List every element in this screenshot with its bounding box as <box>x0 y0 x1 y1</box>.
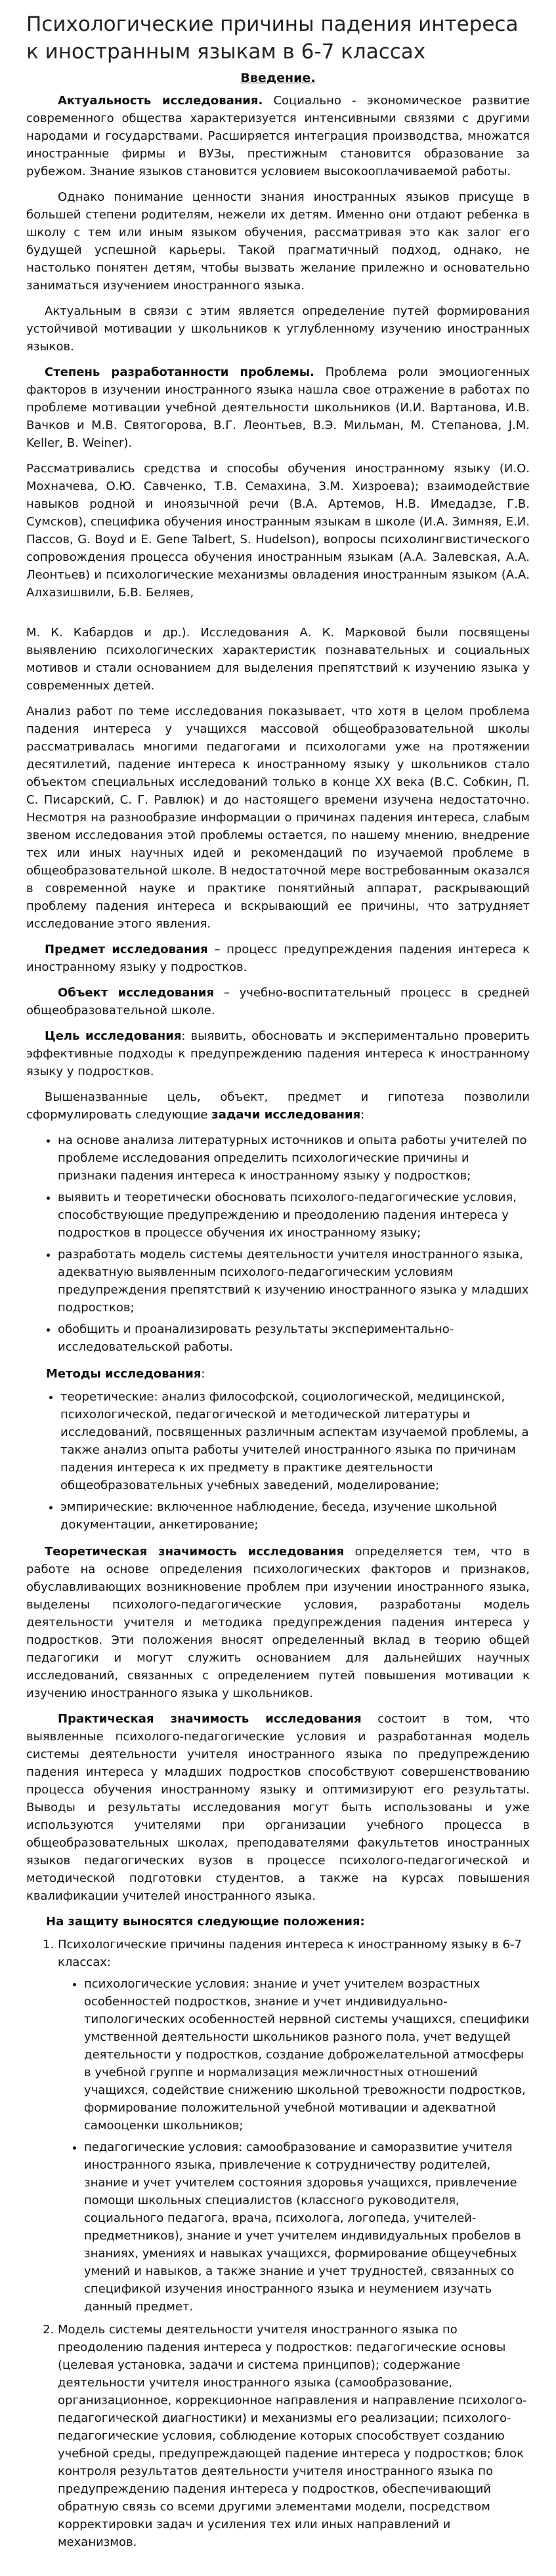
tasks-intro-paragraph <box>26 1088 530 1124</box>
practice-paragraph <box>26 1710 530 1905</box>
document-title: Психологические причины падения интереса к иностранным языкам в 6-7 классах <box>26 12 519 64</box>
object-paragraph <box>26 984 530 1019</box>
methods-heading: Методы исследования: <box>46 1367 205 1381</box>
list-item: • разработать модель системы деятельности учителя иностранного языка, адекватную выявленным психолого-педагогическим условиям предупреждения препятствий к изучению иностранного языка у младших подростков; <box>58 1246 530 1317</box>
practice-label: Практическая значимость исследования <box>58 1712 362 1726</box>
value-paragraph: Однако понимание ценности знания иностранных языков присуще в большей степени родителям, нежели их детям. Именно они отдают ребенка в школу с тем или иным языком обучения, рассматривая это как залог его будущей успешной карьеры. Такой прагматичный подход, однако, не настолько понятен детям, чтобы вызвать желание прилежно и основательно заниматься изучением иностранного языка. <box>26 190 530 293</box>
list-item: • педагогические условия: самообразование и саморазвитие учителя иностранного языка, привлечение к сотрудничеству родителей, знание и учет учителем состояния здоровья учащихся, привлечение помощи школьных специалистов (классного руководителя, социального педагога, врача, психолога, логопеда, учителей-предметников), знание и учет учителем индивидуальных пробелов в знаниях, умениях и навыках учащихся, формирование общеучебных умений и навыков, а также знание и учет трудностей, связанных со спецификой изучения иностранного языка и неумением изучать данный предмет. <box>84 2138 530 2316</box>
methods-list <box>26 1388 530 1534</box>
list-item: • выявить и теоретически обосновать психолого-педагогические условия, способствующие предупреждению и преодолению падения интереса у подростков в процессе обучения их иностранному языку; <box>58 1189 530 1242</box>
defense-label: На защиту выносятся следующие положения: <box>46 1915 365 1929</box>
defense-item-text: Психологические причины падения интереса к иностранному языку в 6-7 классах: <box>58 1938 522 1969</box>
development-paragraph <box>26 363 530 452</box>
subject-paragraph <box>26 941 530 976</box>
relevance-label: Актуальность исследования. <box>58 94 263 108</box>
list-item: • на основе анализа литературных источников и опыта работы учителей по проблеме исследования определить психологические причины и признаки падения интереса к иностранному языку у подростков; <box>58 1132 530 1185</box>
tasks-intro-text: Вышеназванные цель, объект, предмет и гипотеза позволили сформулировать следующие <box>26 1090 530 1122</box>
defense-list <box>26 1936 530 2551</box>
goal-label: Цель исследования <box>45 1029 182 1043</box>
goal-paragraph <box>26 1027 530 1080</box>
list-item: • обобщить и проанализировать результаты экспериментально-исследовательской работы. <box>58 1320 530 1356</box>
theory-paragraph <box>26 1543 530 1702</box>
development-label: Степень разработанности проблемы. <box>45 365 315 379</box>
intro-heading: Введение. <box>240 71 316 85</box>
defense-sublist <box>58 1975 530 2316</box>
tasks-label: задачи исследования <box>211 1108 361 1122</box>
object-label: Объект исследования <box>58 986 215 1000</box>
document-page <box>13 0 543 2576</box>
theory-text: определяется тем, что в работе на основе определения психологических факторов и признаков, обуславливающих возникновение проблем при изучении иностранного языка, выделены психолого-педагогические условия, разработаны модель деятельности учителя и методика предупреждения падения интереса у подростков. Эти положения вносят определенный вклад в теорию общей педагогики и могут служить основанием для дальнейших научных исследований, связанных с определением путей повышения мотивации к изучению иностранного языка у школьников. <box>26 1545 530 1700</box>
methods-label: Методы исследования <box>46 1367 202 1381</box>
development-text: Проблема роли эмоциогенных факторов в изучении иностранного языка нашла свое отражение в работах по проблеме мотивации учебной деятельности школьников (И.И. Вартанова, И.В. Вачков и М.В. Святогорова, В.Г. Леонтьев, В.Э. Мильман, М. Степанова, J.M. Keller, B. Weiner). <box>26 365 530 450</box>
list-item: • теоретические: анализ философской, социологической, медицинской, психологической, педагогической и методической литературы и исследований, посвященных различным аспектам изучаемой проблемы, а также анализ опыта работы учителей иностранного языка по причинам падения интереса к их предмету в практике деятельности общеобразовательных учебных заведений, моделирование; <box>60 1388 530 1494</box>
practice-text: состоит в том, что выявленные психолого-педагогические условия и разработанная модель системы деятельности учителя иностранного языка по предупреждению падения интереса у младших подростков способствуют совершенствованию процесса обучения иностранному языку и оптимизируют его результаты. Выводы и результаты исследования могут быть использованы и уже используются учителями при организации учебного процесса в общеобразовательных школах, преподавателями факультетов иностранных языков педагогических вузов в процессе психолого-педагогической и методической подготовки студентов, а также на курсах повышения квалификации учителей иностранного языка. <box>26 1712 530 1903</box>
analysis-paragraph: Анализ работ по теме исследования показывает, что хотя в целом проблема падения интереса у учащихся массовой общеобразовательной школы рассматривалась многими педагогами и психологами уже на протяжении десятилетий, падение интереса к иностранному языку у школьников стало объектом специальных исследований только в конце XX века (В.С. Собкин, П. С. Писарский, С. Г. Равлюк) и до настоящего времени изучена недостаточно. Несмотря на разнообразие информации о причинах падения интереса, слабым звеном исследования этой проблемы остается, по нашему мнению, внедрение тех или иных научных идей и рекомендаций по изучаемой проблеме в общеобразовательной школе. В недостаточной мере востребованным оказался в современной науке и практике понятийный аппарат, раскрывающий проблему падения интереса и вскрывающий ее причины, что затрудняет исследование этого явления. <box>26 705 530 931</box>
object-text: – учебно-воспитательный процесс в средней общеобразовательной школе. <box>26 986 530 1017</box>
list-item <box>58 1936 530 2316</box>
subject-label: Предмет исследования <box>45 943 208 956</box>
tasks-list <box>26 1132 530 1356</box>
relevance-text: Социально - экономическое развитие современного общества характеризуется интенсивными связями с другими народами и государствами. Расширяется интеграция производства, множатся иностранные фирмы и ВУЗы, престижным становится образование за рубежом. Знание языков становится условием высокооплачиваемой работы. <box>26 94 530 178</box>
list-item: • психологические условия: знание и учет учителем возрастных особенностей подростков, знание и учет индивидуально-типологических особенностей нервной системы учащихся, специфики умственной деятельности школьников разного пола, учет ведущей деятельности у подростков, создание доброжелательной атмосферы в учебной группе и нормализация межличностных отношений учащихся, содействие снижению школьной тревожности подростков, формирование положительной учебной мотивации и адекватной самооценки школьников; <box>84 1975 530 2135</box>
subject-text: – процесс предупреждения падения интереса к иностранному языку у подростков. <box>26 943 530 974</box>
list-item <box>58 2321 530 2551</box>
means-paragraph: Рассматривались средства и способы обучения иностранному языку (И.О. Мохначева, О.Ю. Савченко, Т.В. Семахина, З.М. Хизроева); взаимодействие навыков родной и иноязычной речи (В.А. Артемов, Н.В. Имедадзе, Г.В. Сумсков), специфика обучения иностранным языкам в школе (И.А. Зимняя, Е.И. Пассов, G. Boyd и E. Gene Talbert, S. Hudelson), вопросы психолингвистического сопровождения процесса обучения иностранным языкам (А.А. Залевская, А.А. Леонтьев) и психологические механизмы овладения иностранным языком (А.А. Алхазишвили, Б.В. Беляев, <box>26 462 530 600</box>
defense-heading <box>26 1913 530 1931</box>
defense-item-text: Модель системы деятельности учителя иностранного языка по преодолению падения интереса у подростков: педагогические основы (целевая установка, задачи и система принципов); содержание деятельности учителя иностранного языка (самообразование, организационное, коррекционное направления и направление психолого-педагогической диагностики) и механизмы его реализации; психолого-педагогические условия, соблюдение которых способствует созданию учебной среды, предупреждающей падение интереса у подростков; блок контроля результатов деятельности учителя иностранного языка по предупреждению падения интереса у подростков, обеспечивающий обратную связь со всеми другими элементами модели, посредством корректировки задач и усиления тех или иных направлений и механизмов. <box>58 2323 527 2549</box>
list-item: • эмпирические: включенное наблюдение, беседа, изучение школьной документации, анкетирование; <box>60 1498 530 1534</box>
tasks-intro-tail: : <box>360 1108 365 1122</box>
actual-paragraph: Актуальным в связи с этим является определение путей формирования устойчивой мотивации у школьников к углубленному изучению иностранных языков. <box>26 304 530 354</box>
theory-label: Теоретическая значимость исследования <box>45 1545 345 1559</box>
relevance-paragraph <box>26 92 530 180</box>
markova-paragraph: М. К. Кабардов и др.). Исследования А. К. Марковой были посвящены выявлению психологических характеристик познавательных и социальных мотивов и стали основанием для выделения препятствий к изучению языка у современных детей. <box>26 626 530 693</box>
goal-text: : выявить, обосновать и экспериментально проверить эффективные подходы к предупреждению падения интереса к иностранному языку у подростков. <box>26 1029 530 1078</box>
